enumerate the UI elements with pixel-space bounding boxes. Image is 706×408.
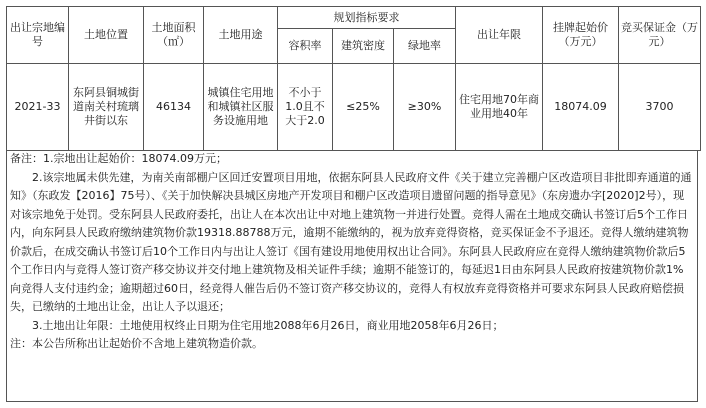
header-use: 土地用途 (204, 7, 278, 64)
cell-area: 46134 (144, 64, 204, 151)
header-density: 建筑密度 (333, 29, 394, 64)
table-row (7, 64, 701, 151)
cell-start-price: 18074.09 (543, 64, 619, 151)
header-parcel-no: 出让宗地编号 (7, 7, 69, 64)
header-area: 土地面积（㎡） (144, 7, 204, 64)
cell-use: 城镇住宅用地和城镇社区服务设施用地 (204, 64, 278, 151)
cell-deposit: 3700 (619, 64, 701, 151)
header-green: 绿地率 (394, 29, 456, 64)
header-far: 容积率 (278, 29, 333, 64)
header-term: 出让年限 (456, 7, 543, 64)
note-4: 注：本公告所称出让起始价不含地上建筑物造价款。 (10, 337, 263, 350)
cell-far: 不小于1.0且不大于2.0 (278, 64, 333, 151)
note-2: 2.该宗地属未供先建，为南关南部棚户区回迁安置项目用地，依据东阿县人民政府文件《关于建立完善棚户区改造项目非批即弃通道的通知》（东政发【2016】75号）、《关于加快解决县城区房地产开发项目和棚户区改造项目遗留问题的指导意见》（东房遗办字[2020]2号），现对该宗地免于处罚。受东阿县人民政府委托，出让人在本次出让中对地上建筑物一并进行处置。竞得人需在土地成交确认书签订后5个工作日内，向东阿县人民政府缴纳建筑物价款19318.88788万元，逾期不能缴纳的，视为放弃竞得资格，竞买保证金不予退还。竞得人缴纳建筑物价款后，在成交确认书签订后10个工作日内与出让人签订《国有建设用地使用权出让合同》。东阿县人民政府应在竞得人缴纳建筑物价款后5个工作日内与竞得人签订资产移交协议并交付地上建筑物及相关证件手续；逾期不能签订的，每延迟1日由东阿县人民政府按建筑物价款1%向竞得人支付违约金；逾期超过60日，经竞得人催告后仍不签订资产移交协议的，竞得人有权放弃竞得资格并可要求东阿县人民政府赔偿损失，已缴纳的土地出让金，出让人予以退还； (10, 170, 692, 313)
cell-density: ≤25% (333, 64, 394, 151)
header-deposit: 竞买保证金（万元） (619, 7, 701, 64)
note-3: 3.土地出让年限：土地使用权终止日期为住宅用地2088年6月26日，商业用地2058年6月26日； (32, 318, 504, 332)
cell-parcel-no: 2021-33 (7, 64, 69, 151)
cell-location: 东阿县铜城街道南关村琉璃井街以东 (69, 64, 144, 151)
header-start-price: 挂牌起始价（万元） (543, 7, 619, 64)
cell-green: ≥30% (394, 64, 456, 151)
notes-section (6, 150, 698, 402)
land-parcel-table (6, 6, 701, 151)
header-planning: 规划指标要求 (278, 7, 456, 29)
note-1: 备注：1.宗地出让起始价：18074.09万元； (10, 152, 227, 165)
header-location: 土地位置 (69, 7, 144, 64)
cell-term: 住宅用地70年商业用地40年 (456, 64, 543, 151)
